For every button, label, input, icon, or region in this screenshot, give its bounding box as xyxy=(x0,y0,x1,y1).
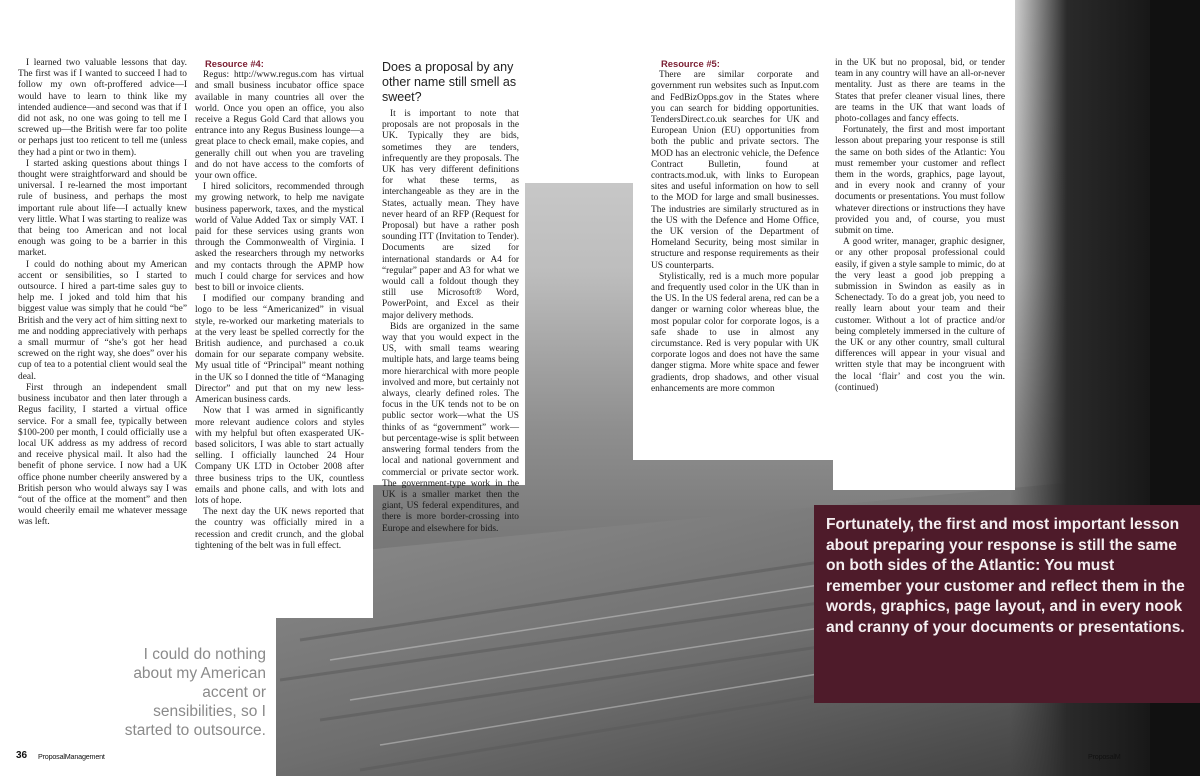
paragraph: Now that I was armed in significantly more relevant audience colors and styles with my helpful but often exasperated UK-based solicitors, I was able to start actually selling. I officially launched 24 Hour Company UK LTD in October 2008 after three business trips to the UK, countless emails and phone calls, and with lots and lots of hope. xyxy=(195,406,364,506)
paragraph: I modified our company branding and logo to be less “Americanized” in visual style, re-worked our marketing materials to at the very least be spelled correctly for the British audience, and purchased a co.uk domain for our separate company website. My usual title of “Principal” meant nothing in the UK so I donned the title of “Managing Director” and put that on my new less-American business cards. xyxy=(195,294,364,406)
magazine-name-right: ProposalM xyxy=(1088,752,1121,761)
paragraph: Stylistically, red is a much more popular and frequently used color in the UK than in the US. In the US federal arena, red can be a danger or warning color whereas blue, the most popular color for corporate logos, is a safe shade to use in almost any circumstance. Red is very popular with UK corporate logos and does not have the same danger stigma. More white space and fewer gradients, drop shadows, and other visual enhancements are more common xyxy=(651,271,819,394)
center-column-top xyxy=(525,0,633,183)
pull-quote-box xyxy=(814,505,1200,703)
paragraph: in the UK but no proposal, bid, or tender team in any country will have an all-or-never mentality. Just as there are teams in the States that prefer cleaner visual lines, there are teams in the UK that want loads of photo-collages and fancy effects. xyxy=(835,58,1005,125)
paragraph: I could do nothing about my American accent or sensibilities, so I started to outsource. I hired a part-time sales guy to help me. I joked and told him that his biggest value was simply that he could “be” British and the very act of him sitting next to me and nodding appreciatively with perhaps a small murmur of “she’s got her head screwed on the right way, she does” over his cup of tea to a potential client would seal the deal. xyxy=(18,259,187,382)
paragraph: A good writer, manager, graphic designer, or any other proposal professional could easily, if given a style sample to mimic, do at the very least a good job prepping a submission in Swindon as easily as in Schenectady. To do a great job, you need to really learn about your team and their customer. Without a lot of practice and/or being completely immersed in the culture of the UK or any other country, small cultural differences will appear in your visual and written style that may be incongruent with the local ‘flair’ and cost you the win. (continued) xyxy=(835,237,1005,393)
section-heading: Does a proposal by any other name still smell as sweet? xyxy=(382,60,517,104)
paragraph: Regus: http://www.regus.com has virtual and small business incubator office space available in many countries all over the world. Once you open an office, you also receive a Regus Gold Card that allows you entrance into any Regus Business lounge—a great place to check email, make copies, and generally chill out when you are traveling and do not have access to the comforts of your own office. xyxy=(195,70,364,182)
paragraph: I hired solicitors, recommended through my growing network, to help me navigate business paperwork, taxes, and the mystical world of Value Added Tax or simply VAT. I paid for these services using grants won through the Commonwealth of Virginia. I asked the researchers through my networks and my contacts through the APMP how much I could charge for services and how best to bill or invoice clients. xyxy=(195,182,364,294)
paragraph: First through an independent small business incubator and then later through a Regus facility, I started a virtual office service. For a small fee, typically between $100-200 per month, I could officially use a local UK address as my address of record and receive physical mail. It also had the benefit of phone service. I now had a UK office phone number cheerily answered by a British person who would always say I was “out of the office at the moment” and then would cheerily email me whatever message was left. xyxy=(18,382,187,528)
page-number: 36 xyxy=(16,750,28,761)
article-column-2 xyxy=(195,58,364,552)
article-column-5 xyxy=(835,58,1005,394)
paragraph: Bids are organized in the same way that you would expect in the US, with small teams wearing multiple hats, and large teams being more hierarchical with more people involved and more, but certainly not always, clearly defined roles. The focus in the UK tends not to be on public sector work—what the US thinks of as “government” work—but percentage-wise is split between answering formal tenders from the local and national government and commercial or private sector work. The government-type work in the UK is a smaller market then the giant, US federal expenditures, and there is more border-crossing into Europe and elsewhere for bids. xyxy=(382,321,519,534)
article-column-4 xyxy=(651,58,819,395)
paragraph: I started asking questions about things I thought were straightforward and should be universal. I re-learned the most important rule of business, and perhaps the most important rule about life—I actually knew very little. What I was starting to realize was that being too American and not local enough was going to be a barrier in this market. xyxy=(18,158,187,259)
pull-quote-right: Fortunately, the first and most important lesson about preparing your response is still the same on both sides of the Atlantic: You must remember your customer and reflect them in the words, graphics, page layout, and in every nook and cranny of your documents or presentations. xyxy=(826,516,1185,636)
paragraph: It is important to note that proposals are not proposals in the UK. Typically they are bids, sometimes they are tenders, infrequently are they proposals. The UK has very different definitions for what these terms, as interchangeable as they are in the States, actually mean. They have never heard of an RFP (Request for Proposal) but have a rather posh sounding ITT (Invitation to Tender). Documents are sized for international standards or A4 for “regular” paper and A3 for what we would call a foldout though they still use Microsoft® Word, PowerPoint, and Excel as their major delivery methods. xyxy=(382,109,519,321)
paragraph: There are similar corporate and government run websites such as Input.com and FedBizOpps.gov in the States where you can search for bidding opportunities. TendersDirect.co.uk searches for UK and European Union (EU) opportunities from both the public and private sectors. The MOD has an electronic vehicle, the Defence Contract Bulletin, found at contracts.mod.uk, with links to European sites and useful information on how to sell to the MOD for large and small businesses. The industries are similarly structured as in the US with the Defence and Home Office, the UK version of the Department of Homeland Security, being most similar in structure and response requirements as their US counterparts. xyxy=(651,70,819,271)
paragraph: I learned two valuable lessons that day. The first was if I wanted to succeed I had to follow my own oft-proffered advice—I would have to learn to think like my intended audience—and second was that if I did not ask, no one was going to tell me I screwed up—the British were far too polite or perhaps just too reticent to tell me (unless they had a pint or two in them). xyxy=(18,58,187,158)
article-column-1 xyxy=(18,58,187,529)
article-column-3 xyxy=(382,60,519,535)
paragraph: Fortunately, the first and most important lesson about preparing your response is still the same on both sides of the Atlantic: You must remember your customer and reflect them in the words, graphics, page layout, and in every nook and cranny of your documents or presentations. You must follow whatever directions or instructions they have provided you and, of course, you must submit on time. xyxy=(835,125,1005,237)
resource-5-heading: Resource #5: xyxy=(661,58,720,69)
paragraph: The next day the UK news reported that the country was officially mired in a recession and credit crunch, and the global tightening of the belt was in full effect. xyxy=(195,507,364,551)
magazine-name: ProposalManagement xyxy=(38,752,105,761)
resource-4-heading: Resource #4: xyxy=(205,58,264,69)
pull-quote-left: I could do nothing about my American accent or sensibilities, so I started to outsource. xyxy=(124,646,266,739)
